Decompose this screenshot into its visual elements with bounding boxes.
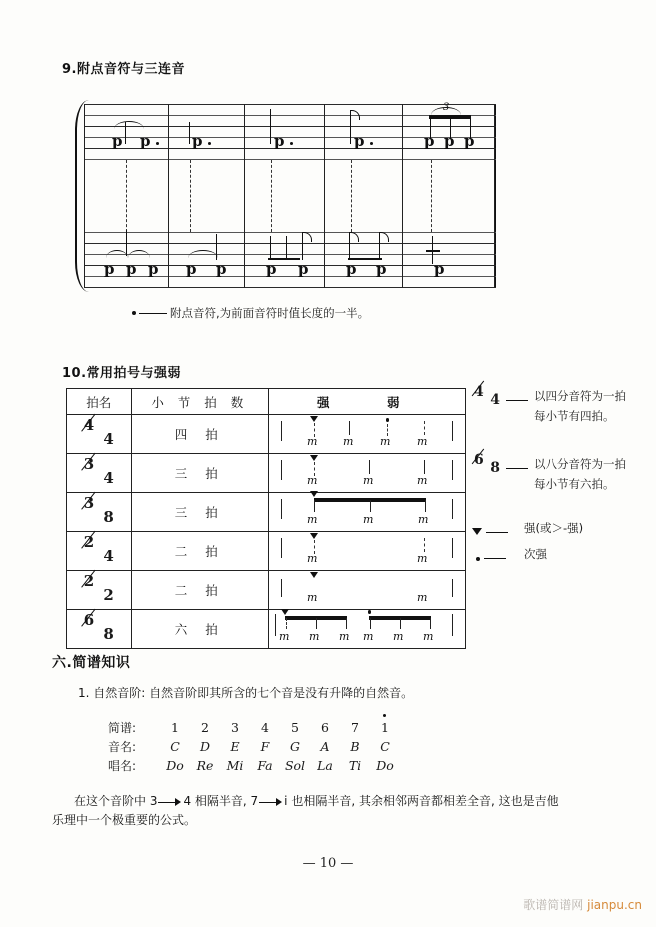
note-name-1: C xyxy=(170,739,180,754)
scale-formula-paragraph xyxy=(52,792,612,830)
legend-rule xyxy=(486,532,508,533)
legend-item-6-8 xyxy=(472,454,656,494)
legend-text-4-4: 以四分音符为一拍每小节有四拍。 xyxy=(534,389,626,423)
page-number: — 10 — xyxy=(302,856,354,871)
table-row xyxy=(67,532,466,571)
cell-beats: 四 拍 xyxy=(131,415,268,454)
section-9-heading: 9.附点音符与三连音 xyxy=(62,62,185,77)
solfege-5: Sol xyxy=(284,758,306,773)
jianpu-5: 5 xyxy=(291,720,299,735)
jianpu-6: 6 xyxy=(321,720,329,735)
header-weak: 弱 xyxy=(386,394,400,410)
table-row xyxy=(67,493,466,532)
legend-rule xyxy=(506,400,528,401)
table-row xyxy=(67,454,466,493)
table-header-row xyxy=(67,389,466,415)
header-beats-per-measure: 小 节 拍 数 xyxy=(131,389,268,415)
solfege-1: Do xyxy=(166,758,184,773)
header-dynamics xyxy=(268,389,465,415)
scale-label-jianpu: 简谱: xyxy=(108,721,137,735)
section-10-heading: 10.常用拍号与强弱 xyxy=(62,366,182,381)
cell-dynamics: m m xyxy=(268,532,465,571)
watermark-domain: jianpu.cn xyxy=(587,898,642,912)
header-strong: 强 xyxy=(316,394,330,410)
solfege-2: Re xyxy=(196,758,214,773)
legend-item-strong xyxy=(472,518,656,538)
cell-beats: 三 拍 xyxy=(131,454,268,493)
fraction-6-8: 6 8 xyxy=(82,612,116,642)
cell-time-signature xyxy=(67,571,132,610)
legend-text-semi-strong: 次强 xyxy=(524,547,547,561)
note-name-5: G xyxy=(290,739,300,754)
legend-text-strong: 强(或＞-强) xyxy=(524,521,584,535)
music-notation-grand-staff: p p p p p 3 p p p p p p p p p p p p p xyxy=(84,104,496,288)
fraction-2-4: 2 4 xyxy=(82,534,116,564)
dotted-note-caption xyxy=(132,305,369,321)
legend-item-semi-strong xyxy=(472,544,656,564)
solfege-4: Fa xyxy=(257,758,273,773)
scale-row-note-names xyxy=(108,737,400,756)
cell-time-signature xyxy=(67,454,132,493)
legend-rule xyxy=(506,468,528,469)
jianpu-2: 2 xyxy=(201,720,209,735)
cell-dynamics: m m m xyxy=(268,454,465,493)
solfege-6: La xyxy=(317,758,333,773)
legend-rule xyxy=(484,558,506,559)
note-name-8: C xyxy=(380,739,390,754)
note-name-2: D xyxy=(199,739,211,754)
formula-part-b: 4 相隔半音, 7 xyxy=(183,794,259,808)
cell-beats: 二 拍 xyxy=(131,571,268,610)
note-name-3: E xyxy=(230,739,240,754)
fraction-4-4: 4 4 xyxy=(82,417,116,447)
time-signature-table xyxy=(66,388,466,649)
legend-fraction-6-8: 6 8 xyxy=(472,454,528,474)
semi-accent-icon xyxy=(476,557,480,561)
arrow-right-icon xyxy=(258,797,284,807)
cell-beats: 二 拍 xyxy=(131,532,268,571)
jianpu-high-do: 1 xyxy=(370,718,400,737)
solfege-8: Do xyxy=(376,758,394,773)
formula-part-d: 乐理中一个极重要的公式。 xyxy=(52,813,197,827)
table-row xyxy=(67,415,466,454)
scale-reference-table xyxy=(108,718,400,775)
scale-row-solfege xyxy=(108,756,400,775)
scale-row-jianpu xyxy=(108,718,400,737)
natural-scale-definition: 1. 自然音阶: 自然音阶即其所含的七个音是没有升降的自然音。 xyxy=(78,686,414,700)
scale-label-note-names: 音名: xyxy=(108,740,137,754)
formula-part-c: i 也相隔半音, 其余相邻两音都相差全音, 这也是吉他 xyxy=(284,794,559,808)
cell-beats: 三 拍 xyxy=(131,493,268,532)
jianpu-3: 3 xyxy=(231,720,239,735)
cell-time-signature xyxy=(67,415,132,454)
note-name-4: F xyxy=(260,739,270,754)
jianpu-1: 1 xyxy=(171,720,179,735)
watermark xyxy=(523,896,642,913)
fraction-2-2: 2 2 xyxy=(82,573,116,603)
cell-dynamics: m m m m xyxy=(268,415,465,454)
caption-text: 附点音符,为前面音符时值长度的一半。 xyxy=(170,306,370,320)
fraction-3-4: 3 4 xyxy=(82,456,116,486)
jianpu-4: 4 xyxy=(261,720,269,735)
cell-dynamics: m m m m m m xyxy=(268,610,465,649)
arrow-right-icon xyxy=(157,797,183,807)
solfege-3: Mi xyxy=(226,758,244,773)
solfege-7: Ti xyxy=(348,758,362,773)
legend-text-6-8: 以八分音符为一拍每小节有六拍。 xyxy=(534,457,626,491)
cell-time-signature xyxy=(67,532,132,571)
dynamics-legend xyxy=(472,386,656,566)
cell-time-signature xyxy=(67,610,132,649)
scale-label-solfege: 唱名: xyxy=(108,759,137,773)
note-name-6: A xyxy=(320,739,330,754)
jianpu-7: 7 xyxy=(351,720,359,735)
legend-item-4-4 xyxy=(472,386,656,426)
caption-rule xyxy=(139,313,167,314)
strong-accent-icon xyxy=(472,528,482,535)
note-name-7: B xyxy=(350,739,360,754)
table-row xyxy=(67,571,466,610)
octave-dot-icon xyxy=(383,714,386,717)
section-6-heading: 六.简谱知识 xyxy=(52,655,131,671)
dot-symbol-icon xyxy=(132,311,136,315)
cell-beats: 六 拍 xyxy=(131,610,268,649)
table-row xyxy=(67,610,466,649)
cell-dynamics: m m m xyxy=(268,493,465,532)
fraction-3-8: 3 8 xyxy=(82,495,116,525)
cell-time-signature xyxy=(67,493,132,532)
legend-fraction-4-4: 4 4 xyxy=(472,386,528,406)
header-beat-name: 拍名 xyxy=(67,389,132,415)
formula-part-a: 在这个音阶中 3 xyxy=(74,794,158,808)
watermark-site-name: 歌谱简谱网 xyxy=(523,898,584,912)
cell-dynamics: m m xyxy=(268,571,465,610)
